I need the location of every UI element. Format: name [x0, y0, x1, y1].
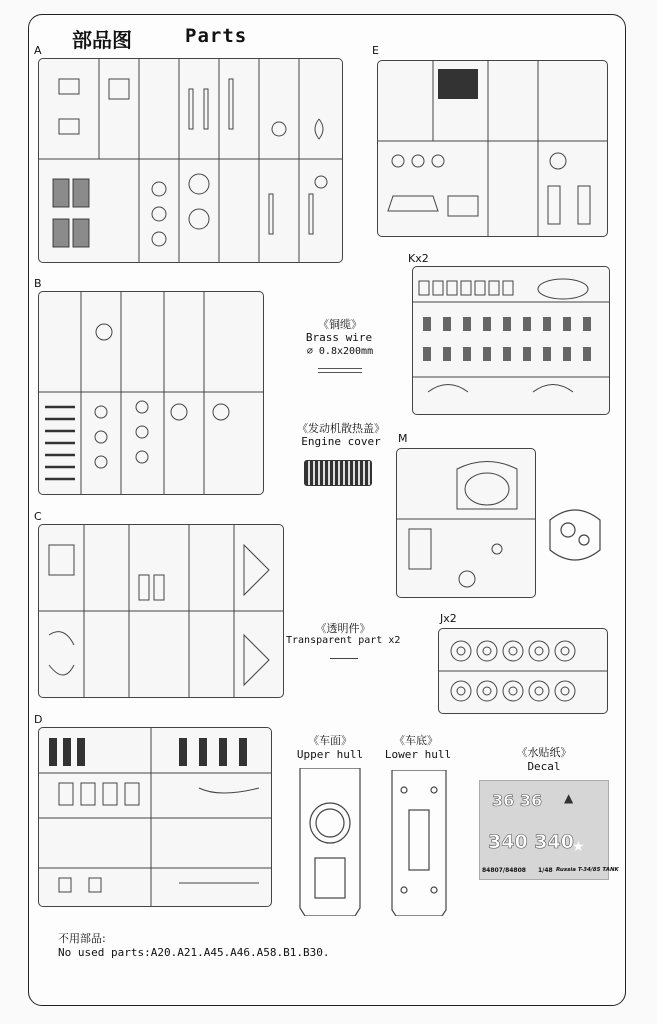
sprue-b-label: B — [34, 277, 42, 290]
upper-hull-part — [290, 768, 370, 916]
lower-hull-caption-en: Lower hull — [384, 748, 452, 761]
sprue-e-label: E — [372, 44, 379, 57]
upper-hull-caption-cn: 《车面》 — [308, 734, 352, 747]
decal-product-name: Russia T-34/85 TANK — [556, 867, 619, 873]
sprue-b-parts — [39, 292, 263, 494]
decal-number-1: 36 36 — [492, 791, 543, 810]
sprue-a-parts — [39, 59, 342, 262]
sprue-a-label: A — [34, 44, 42, 57]
unused-parts-label-cn: 不用部品: — [58, 932, 106, 945]
sprue-m-label: M — [398, 432, 408, 445]
transparent-part — [330, 658, 358, 667]
sprue-c-parts — [39, 525, 283, 697]
sprue-d-parts — [39, 728, 271, 906]
turret-top-part — [540, 500, 610, 570]
engine-cover-part — [304, 460, 372, 486]
brass-wire-size: ∅ 0.8x200mm — [306, 346, 374, 357]
sprue-d-label: D — [34, 713, 43, 726]
sprue-k — [412, 266, 610, 415]
sprue-j-label: Jx2 — [440, 612, 457, 625]
decal-triangle-icon: ▲ — [564, 791, 574, 805]
decal-caption-cn: 《水贴纸》 — [516, 746, 572, 759]
page-title-en: Parts — [185, 25, 248, 47]
brass-wire-image — [318, 368, 362, 373]
lower-hull-part — [384, 770, 454, 916]
sprue-c-label: C — [34, 510, 42, 523]
sprue-c — [38, 524, 284, 698]
sprue-a — [38, 58, 343, 263]
sprue-k-label: Kx2 — [408, 252, 429, 265]
brass-wire-caption-cn: 《铜缆》 — [318, 318, 362, 331]
unused-parts-list: No used parts:A20.A21.A45.A46.A58.B1.B30. — [58, 946, 330, 959]
engine-cover-caption-en: Engine cover — [301, 435, 381, 448]
upper-hull-caption-en: Upper hull — [296, 748, 364, 761]
sprue-k-parts — [413, 267, 609, 414]
transparent-caption-en: Transparent part x2 — [286, 635, 401, 646]
decal-caption-en: Decal — [527, 760, 561, 773]
decal-scale: 1/48 — [538, 867, 553, 874]
sprue-m-parts — [397, 449, 535, 597]
sprue-b — [38, 291, 264, 495]
transparent-caption-cn: 《透明件》 — [315, 622, 371, 635]
brass-wire-caption-en: Brass wire — [305, 331, 373, 344]
sprue-m — [396, 448, 536, 598]
lower-hull-caption-cn: 《车底》 — [394, 734, 438, 747]
decal-sheet — [479, 780, 619, 880]
decal-product-code: 84807/84808 — [482, 867, 526, 874]
decal-star-icon: ★ — [572, 839, 585, 855]
sprue-j — [438, 628, 608, 714]
decal-number-2: 340 340 — [488, 831, 574, 853]
engine-cover-caption-cn: 《发动机散热盖》 — [297, 422, 385, 435]
sprue-e-parts — [378, 61, 607, 236]
sprue-d — [38, 727, 272, 907]
page-title-cn: 部品图 — [72, 28, 132, 52]
sprue-j-parts — [439, 629, 607, 713]
sprue-e — [377, 60, 608, 237]
